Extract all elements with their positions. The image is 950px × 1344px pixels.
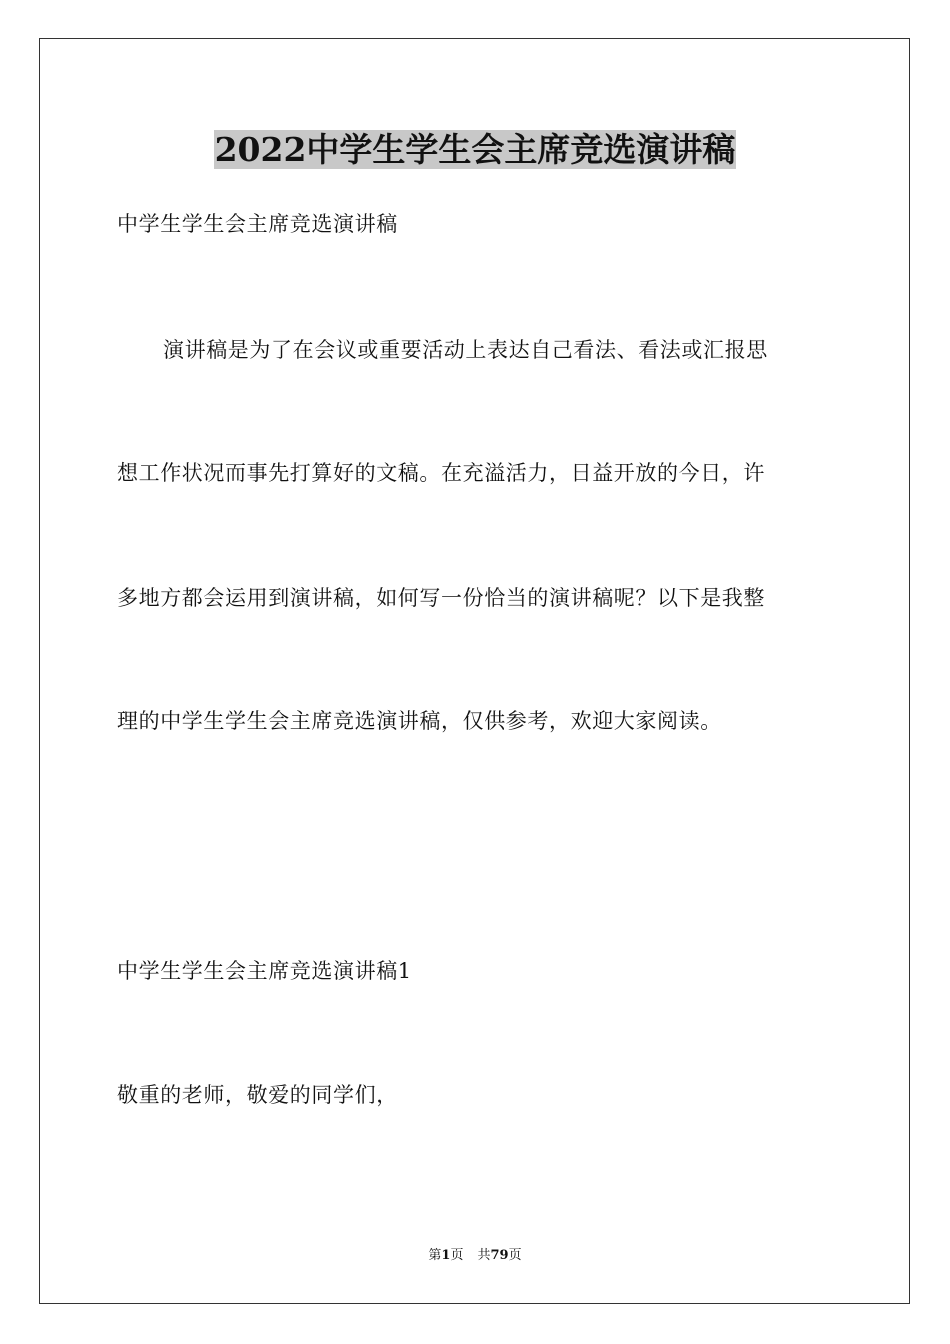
intro-paragraph-line-4: 理的中学生学生会主席竞选演讲稿，仅供参考，欢迎大家阅读。 [117,709,722,733]
footer-page-suffix: 页 [450,1248,464,1263]
section-heading: 中学生学生会主席竞选演讲稿1 [117,959,412,983]
document-title-text: 2022中学生学生会主席竞选演讲稿 [214,130,736,169]
page-footer [0,1247,950,1265]
intro-paragraph-line-3: 多地方都会运用到演讲稿，如何写一份恰当的演讲稿呢？以下是我整 [117,586,765,610]
document-title [0,128,950,172]
greeting-line: 敬重的老师，敬爱的同学们， [117,1083,398,1107]
footer-total-prefix: 共 [477,1248,491,1263]
footer-page-prefix: 第 [428,1248,442,1263]
footer-total-pages: 79 [490,1248,509,1263]
footer-current-page: 1 [441,1248,451,1263]
document-subtitle: 中学生学生会主席竞选演讲稿 [117,212,398,236]
footer-total-suffix: 页 [508,1248,522,1263]
intro-paragraph-line-1: 演讲稿是为了在会议或重要活动上表达自己看法、看法或汇报思 [163,338,768,362]
intro-paragraph-line-2: 想工作状况而事先打算好的文稿。在充溢活力，日益开放的今日，许 [117,461,765,485]
